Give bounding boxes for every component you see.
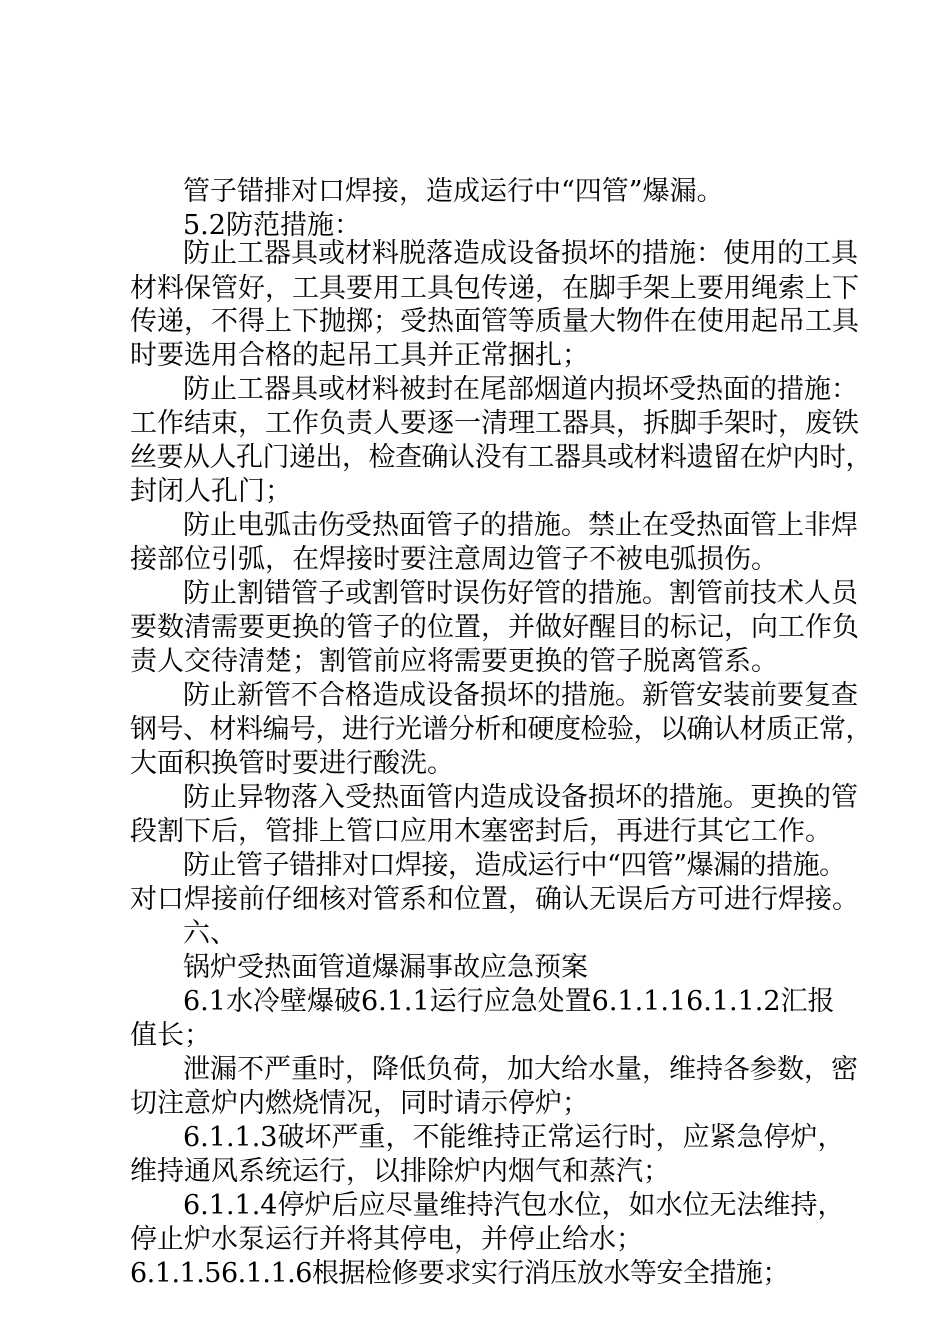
text-line: 要数清需要更换的管子的位置，并做好醒目的标记，向工作负 xyxy=(130,612,859,643)
text-line: 值长； xyxy=(130,1020,211,1051)
text-line: 防止新管不合格造成设备损坏的措施。新管安装前要复查 xyxy=(183,680,858,711)
text-line: 6.1.1.4停炉后应尽量维持汽包水位，如水位无法维持， xyxy=(183,1190,845,1221)
section-heading: 5.2防范措施： xyxy=(183,210,361,241)
text-line: 对口焊接前仔细核对管系和位置，确认无误后方可进行焊接。 xyxy=(130,884,859,915)
text-line: 防止管子错排对口焊接，造成运行中“四管”爆漏的措施。 xyxy=(183,850,846,881)
text-line: 防止工器具或材料被封在尾部烟道内损坏受热面的措施： xyxy=(183,374,858,405)
text-line: 封闭人孔门； xyxy=(130,476,292,507)
chapter-title: 锅炉受热面管道爆漏事故应急预案 xyxy=(183,952,588,983)
text-line: 防止异物落入受热面管内造成设备损坏的措施。更换的管 xyxy=(183,782,858,813)
text-line: 6.1.1.3破坏严重，不能维持正常运行时，应紧急停炉， xyxy=(183,1122,845,1153)
text-line: 工作结束，工作负责人要逐一清理工器具，拆脚手架时，废铁 xyxy=(130,408,859,439)
text-line: 停止炉水泵运行并将其停电，并停止给水； xyxy=(130,1224,643,1255)
text-line: 管子错排对口焊接，造成运行中“四管”爆漏。 xyxy=(183,176,724,207)
chapter-number: 六、 xyxy=(183,918,237,949)
text-line: 防止工器具或材料脱落造成设备损坏的措施：使用的工具 xyxy=(183,238,858,269)
text-line: 时要选用合格的起吊工具并正常捆扎； xyxy=(130,340,589,371)
text-line: 传递，不得上下抛掷；受热面管等质量大物件在使用起吊工具 xyxy=(130,306,859,337)
text-line: 切注意炉内燃烧情况，同时请示停炉； xyxy=(130,1088,589,1119)
text-line: 防止电弧击伤受热面管子的措施。禁止在受热面管上非焊 xyxy=(183,510,858,541)
text-line: 6.1.1.56.1.1.6根据检修要求实行消压放水等安全措施； xyxy=(130,1258,789,1289)
text-line: 接部位引弧，在焊接时要注意周边管子不被电弧损伤。 xyxy=(130,544,778,575)
text-line: 丝要从人孔门递出，检查确认没有工器具或材料遗留在炉内时， xyxy=(130,442,872,473)
text-line: 钢号、材料编号，进行光谱分析和硬度检验，以确认材质正常， xyxy=(130,714,872,745)
text-line: 防止割错管子或割管时误伤好管的措施。割管前技术人员 xyxy=(183,578,858,609)
text-line: 段割下后，管排上管口应用木塞密封后，再进行其它工作。 xyxy=(130,816,832,847)
text-line: 泄漏不严重时，降低负荷，加大给水量，维持各参数，密 xyxy=(183,1054,858,1085)
text-line: 6.1水冷壁爆破6.1.1运行应急处置6.1.1.16.1.1.2汇报 xyxy=(183,986,835,1017)
text-line: 大面积换管时要进行酸洗。 xyxy=(130,748,454,779)
text-line: 维持通风系统运行，以排除炉内烟气和蒸汽； xyxy=(130,1156,670,1187)
text-line: 材料保管好，工具要用工具包传递，在脚手架上要用绳索上下 xyxy=(130,273,859,304)
text-line: 责人交待清楚；割管前应将需要更换的管子脱离管系。 xyxy=(130,646,778,677)
